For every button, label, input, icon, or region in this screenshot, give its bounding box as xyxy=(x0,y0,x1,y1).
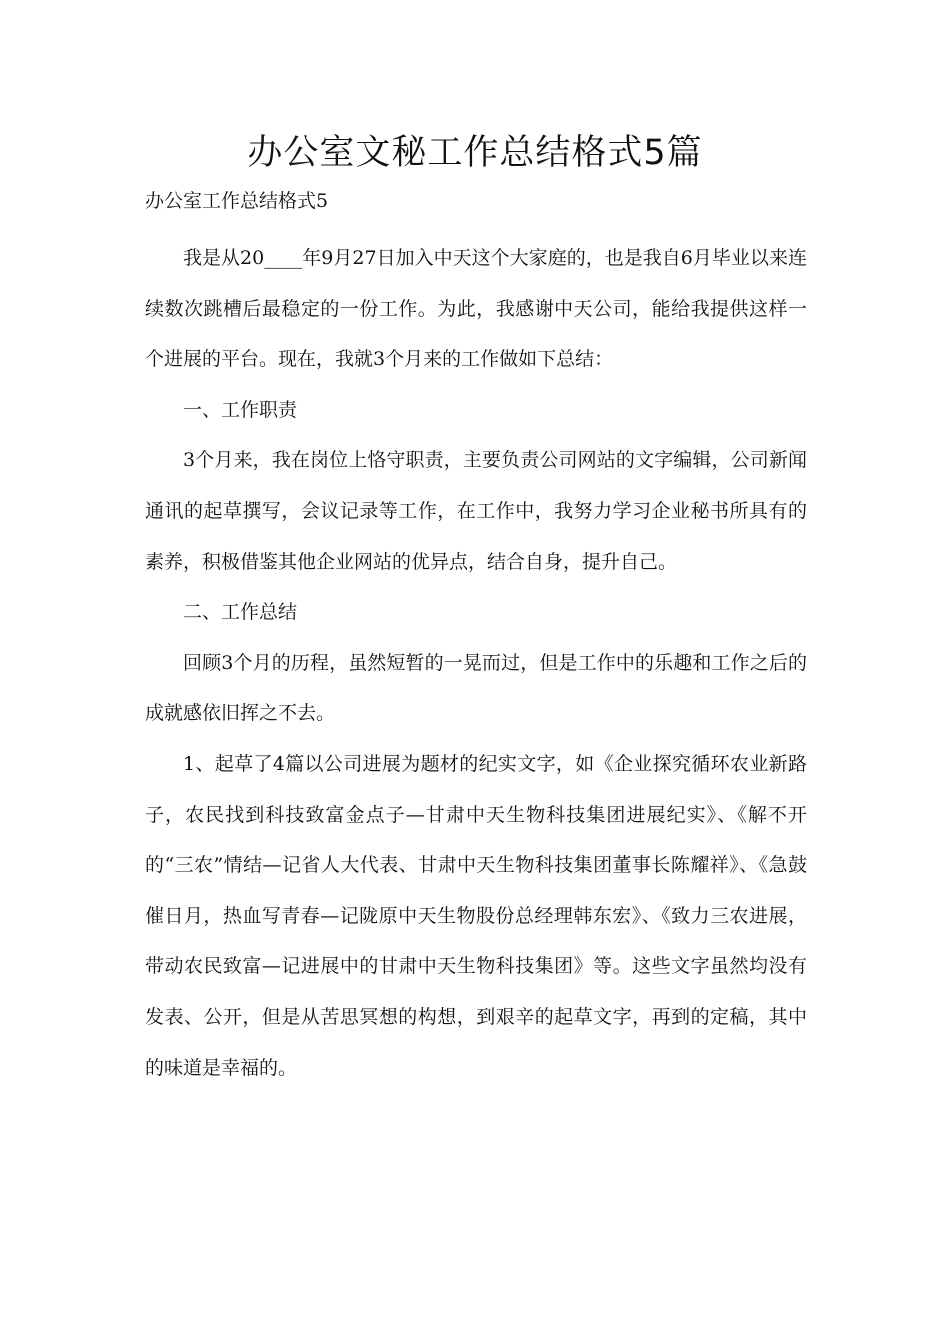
document-subtitle: 办公室工作总结格式5 xyxy=(145,190,329,212)
paragraph-item-1: 1、起草了4篇以公司进展为题材的纪实文字，如《企业探究循环农业新路子，农民找到科技致富金点子—甘肃中天生物科技集团进展纪实》、《解不开的“三农”情结—记省人大代表、甘肃中天生物科技集团董事长陈耀祥》、《急鼓催日月，热血写青春—记陇原中天生物股份总经理韩东宏》、《致力三农进展，带动农民致富—记进展中的甘肃中天生物科技集团》等。这些文字虽然均没有发表、公开，但是从苦思冥想的构想，到艰辛的起草文字，再到的定稿，其中的味道是幸福的。 xyxy=(145,752,807,1079)
document-body xyxy=(145,233,807,1093)
document-title: 办公室文秘工作总结格式5篇 xyxy=(247,133,703,173)
paragraph-review: 回顾3个月的历程，虽然短暂的一晃而过，但是工作中的乐趣和工作之后的成就感依旧挥之不去。 xyxy=(145,651,807,725)
section-heading-summary: 二、工作总结 xyxy=(183,601,298,624)
paragraph-duties: 3个月来，我在岗位上恪守职责，主要负责公司网站的文字编辑，公司新闻通讯的起草撰写，会议记录等工作，在工作中，我努力学习企业秘书所具有的素养，积极借鉴其他企业网站的优异点，结合自身，提升自己。 xyxy=(145,449,807,573)
paragraph-intro: 我是从20____年9月27日加入中天这个大家庭的，也是我自6月毕业以来连续数次跳槽后最稳定的一份工作。为此，我感谢中天公司，能给我提供这样一个进展的平台。现在，我就3个月来的工作做如下总结： xyxy=(145,247,807,371)
section-heading-duties: 一、工作职责 xyxy=(183,398,298,421)
